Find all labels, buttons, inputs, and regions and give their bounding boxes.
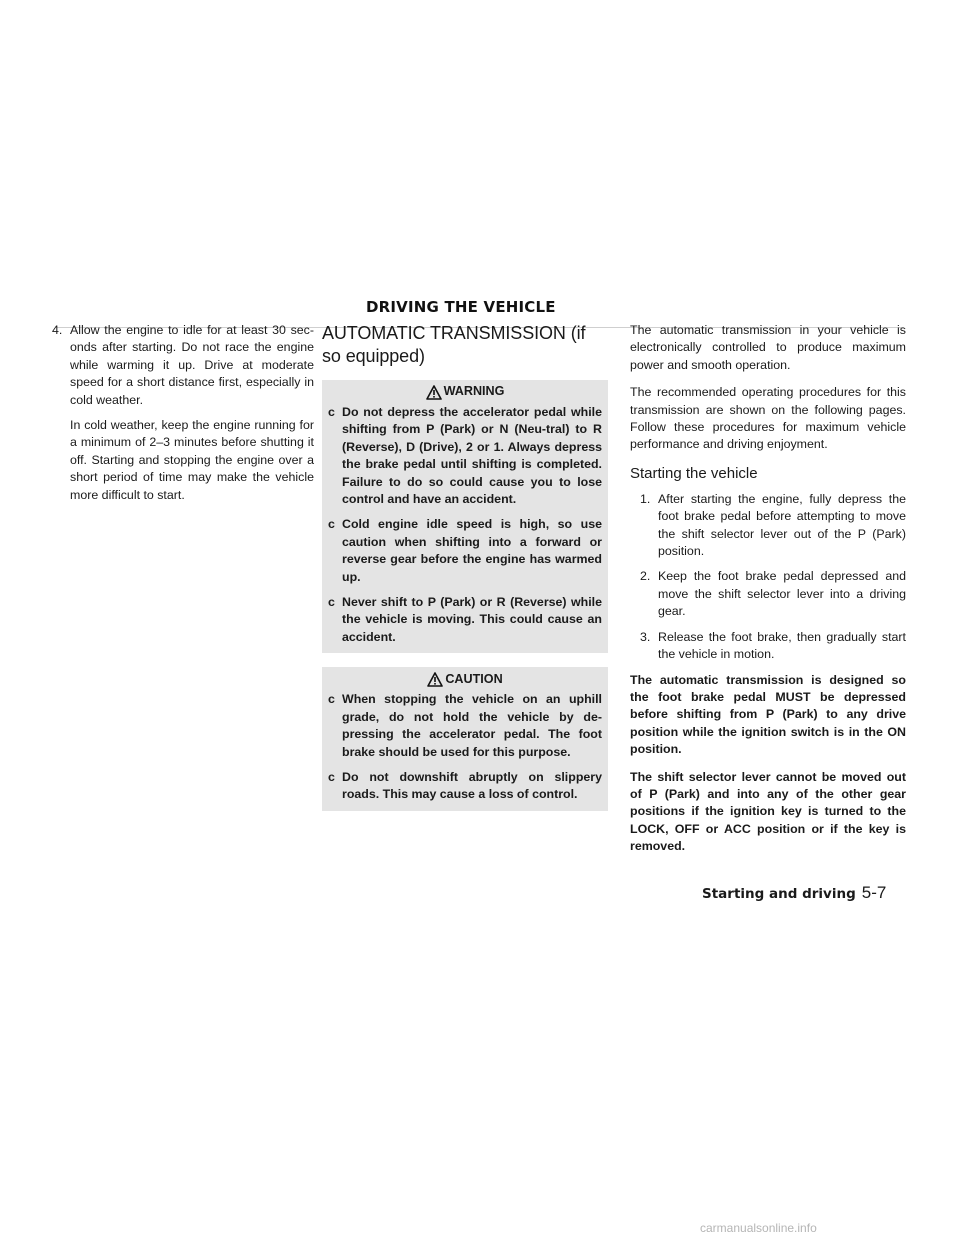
section-title: DRIVING THE VEHICLE [366,298,556,316]
section-heading: AUTOMATIC TRANSMISSION (if so equipped) [322,323,586,366]
intro-paragraph: The recommended operating procedures for this transmission are shown on the following pages. Follow these procedures for maximum vehicle performance and driving enjoyment. [630,385,906,452]
warning-item-text: Do not depress the accelerator pedal while shifting from P (Park) or N (Neu-tral) to R (Reverse), D (Drive), 2 or 1. Always depress the brake pedal until shifting is completed. Failure to do so could cause you to lose control and have an accident. [342,405,602,507]
bullet-glyph: c [328,692,335,707]
caution-item [328,691,602,761]
column-1 [52,322,314,514]
list-item [640,491,906,561]
warning-box [322,380,608,653]
bold-paragraph: The automatic transmission is designed so the foot brake pedal MUST be depressed before shifting from P (Park) to any drive position while the ignition switch is in the ON position. [630,672,906,757]
bullet-glyph: c [328,595,335,610]
caution-box [322,667,608,810]
bold-paragraph: The shift selector lever cannot be moved out of P (Park) and into any of the other gear positions if the ignition key is turned to the LOCK, OFF or ACC position or if the key is removed. [630,769,906,854]
warning-title: WARNING [443,384,505,399]
caution-icon [427,672,443,687]
chapter-name: Starting and driving [702,886,856,902]
caution-item-text: When stopping the vehicle on an uphill grade, do not hold the vehicle by de-pressing the accelerator pedal. The foot brake should be used for this purpose. [342,692,602,759]
item-paragraph: In cold weather, keep the engine running for a minimum of 2–3 minutes before shutting it off. Starting and stopping the engine over a short period of time may make the vehicle more difficult to start. [70,418,314,502]
step-number: 3. [640,629,651,644]
warning-item-text: Cold engine idle speed is high, so use caution when shifting into a forward or reverse gear before the engine has warmed up. [342,517,602,584]
warning-item-text: Never shift to P (Park) or R (Reverse) while the vehicle is moving. This could cause an accident. [342,595,602,644]
bullet-glyph: c [328,769,335,784]
steps-list [630,491,906,664]
bullet-glyph: c [328,405,335,419]
caution-title: CAUTION [445,671,503,686]
intro-paragraph: The automatic transmission in your vehicle is electronically controlled to produce maximum power and smooth operation. [630,323,906,372]
sub-heading: Starting the vehicle [630,464,758,482]
item-text: Allow the engine to idle for at least 30 sec-onds after starting. Do not race the engine while warming it up. Drive at moderate speed for a short distance first, especially in cold weather. [70,323,314,407]
step-text: After starting the engine, fully depress the foot brake pedal before attempting to move the shift selector lever out of the P (Park) position. [658,491,906,559]
caution-item-text: Do not downshift abruptly on slippery roads. This may cause a loss of control. [342,769,602,802]
warning-icon [426,385,442,400]
item-number: 4. [52,323,63,337]
page-footer [702,883,886,903]
column-3 [630,322,906,866]
column-2 [322,322,608,823]
step-number: 2. [640,569,651,584]
step-text: Keep the foot brake pedal depressed and move the shift selector lever into a driving gear. [658,569,906,619]
watermark: carmanualsonline.info [700,1221,817,1235]
warning-header [328,380,602,404]
list-item [52,322,314,409]
caution-header [328,667,602,691]
step-number: 1. [640,491,651,506]
caution-item [328,769,602,804]
page-number: 5-7 [861,883,887,902]
list-item [640,568,906,620]
bullet-glyph: c [328,517,335,532]
warning-item [328,594,602,646]
warning-item [328,516,602,586]
step-text: Release the foot brake, then gradually start the vehicle in motion. [658,629,906,662]
list-item [640,629,906,664]
warning-item [328,404,602,508]
